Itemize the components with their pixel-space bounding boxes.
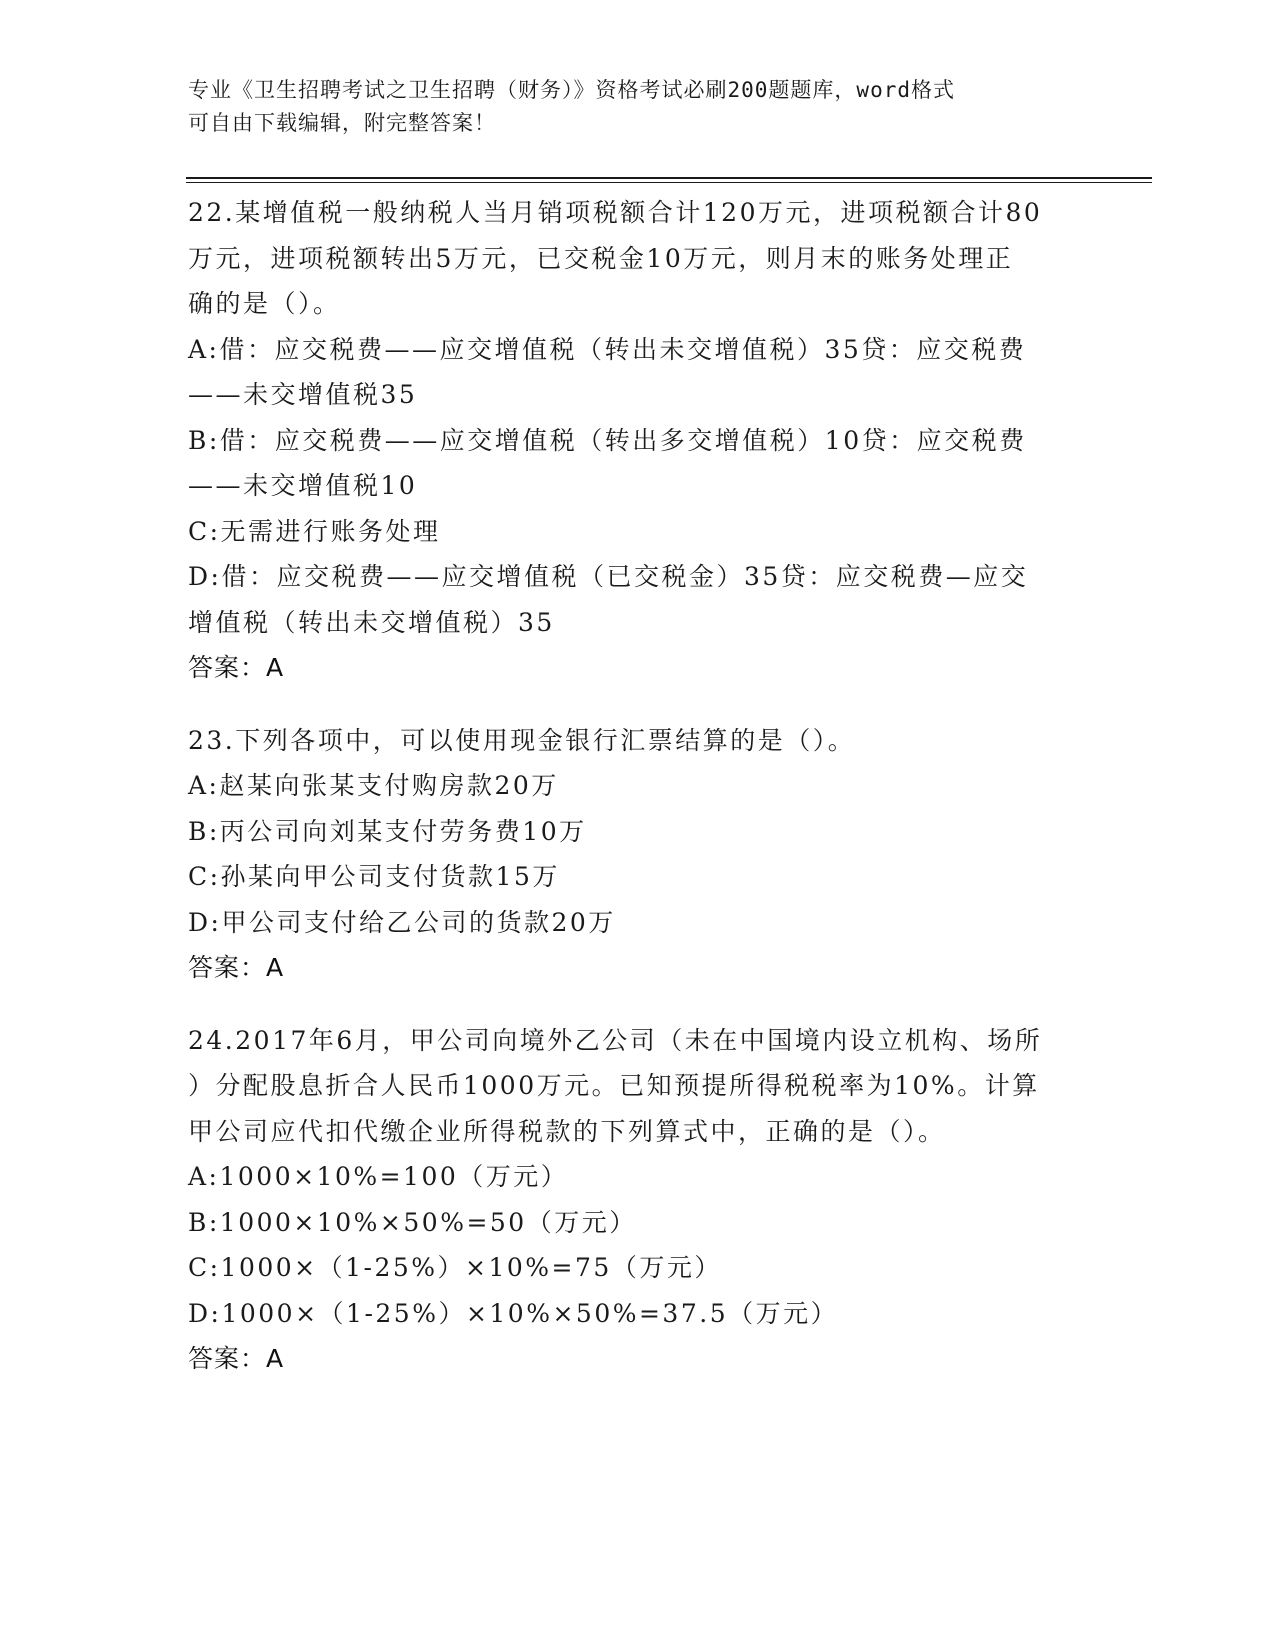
- option-b: B:丙公司向刘某支付劳务费10万: [188, 816, 587, 846]
- question-stem-line: 万元，进项税额转出5万元，已交税金10万元，则月末的账务处理正: [188, 243, 1014, 273]
- option-d-continued: 增值税（转出未交增值税）35: [188, 607, 555, 637]
- option-d: D:甲公司支付给乙公司的货款20万: [188, 907, 616, 937]
- question-23: [188, 718, 1088, 991]
- question-stem-line: 24.2017年6月，甲公司向境外乙公司（未在中国境内设立机构、场所: [188, 1025, 1043, 1055]
- question-stem-line: 22.某增值税一般纳税人当月销项税额合计120万元，进项税额合计80: [188, 198, 1043, 227]
- option-b: B:1000×10%×50%=50（万元）: [188, 1207, 637, 1237]
- question-22: [188, 190, 1088, 691]
- answer-label: 答案：A: [188, 653, 285, 682]
- option-c: C:1000×（1-25%）×10%=75（万元）: [188, 1253, 722, 1282]
- question-stem-line: 23.下列各项中，可以使用现金银行汇票结算的是（）。: [188, 725, 856, 755]
- header-line: 专业《卫生招聘考试之卫生招聘（财务）》资格考试必刷200题题库，word格式: [188, 78, 955, 102]
- header-line: 可自由下载编辑，附完整答案！: [188, 111, 496, 135]
- answer-label: 答案：A: [188, 1344, 285, 1373]
- option-a: A:赵某向张某支付购房款20万: [188, 771, 559, 800]
- question-24: [188, 1018, 1088, 1382]
- header-divider-thin: [186, 182, 1152, 183]
- header-divider-thick: [186, 177, 1152, 179]
- option-a-continued: ——未交增值税35: [188, 380, 418, 409]
- option-b: B:借：应交税费——应交增值税（转出多交增值税）10贷：应交税费: [188, 425, 1027, 455]
- option-c: C:无需进行账务处理: [188, 516, 441, 546]
- question-stem-line: 甲公司应代扣代缴企业所得税款的下列算式中，正确的是（）。: [188, 1116, 946, 1146]
- option-c: C:孙某向甲公司支付货款15万: [188, 862, 560, 891]
- option-b-continued: ——未交增值税10: [188, 471, 418, 500]
- question-list: [188, 190, 1088, 1409]
- question-stem-line: ）分配股息折合人民币1000万元。已知预提所得税税率为10%。计算: [188, 1071, 1040, 1100]
- answer-label: 答案：A: [188, 953, 285, 982]
- option-a: A:借：应交税费——应交增值税（转出未交增值税）35贷：应交税费: [188, 334, 1027, 364]
- option-a: A:1000×10%=100（万元）: [188, 1162, 569, 1191]
- option-d: D:1000×（1-25%）×10%×50%=37.5（万元）: [188, 1298, 839, 1328]
- document-header: [188, 74, 1088, 140]
- question-stem-line: 确的是（）。: [188, 289, 341, 318]
- option-d: D:借：应交税费——应交增值税（已交税金）35贷：应交税费—应交: [188, 562, 1029, 591]
